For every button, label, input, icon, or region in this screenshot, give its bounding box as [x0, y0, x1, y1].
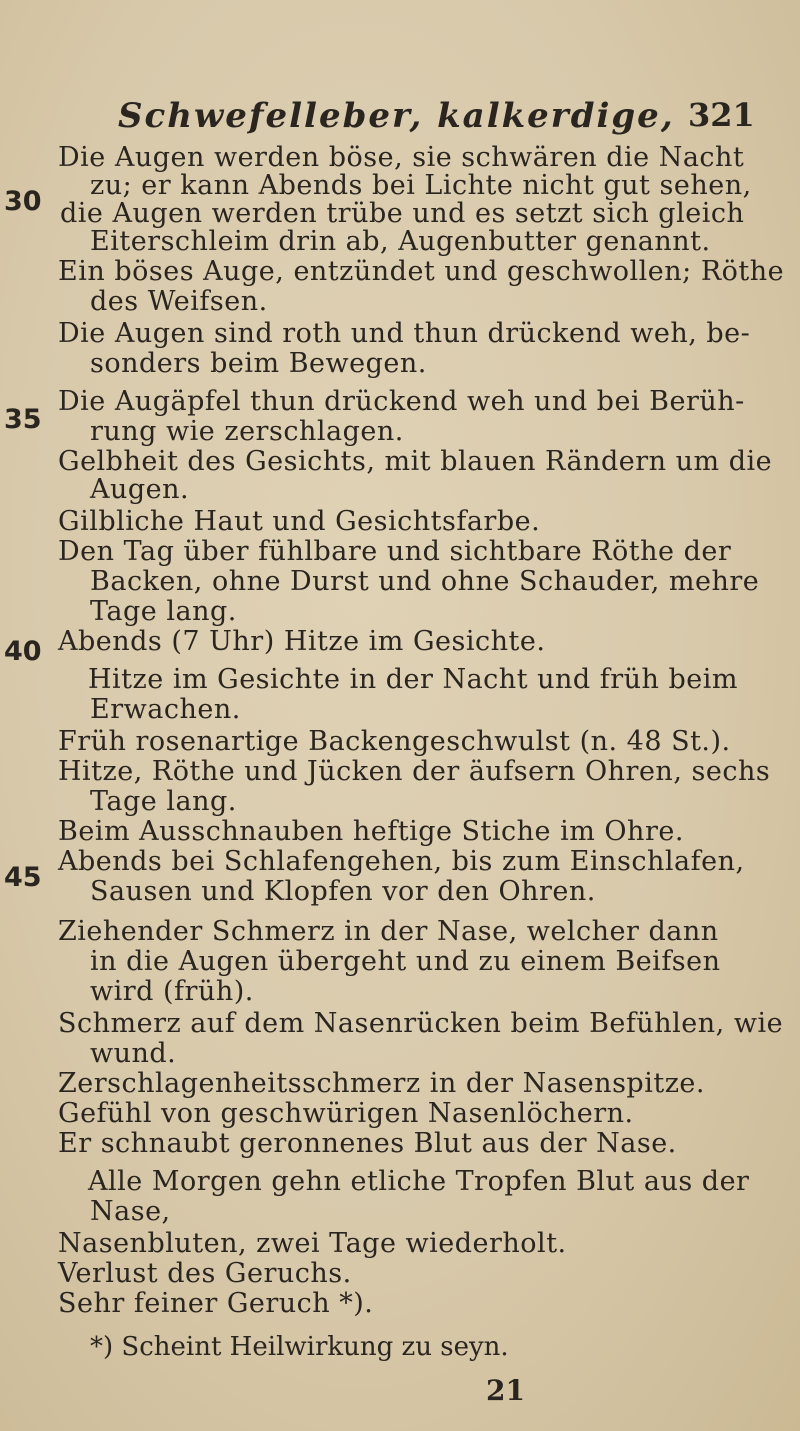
text-line: Abends bei Schlafengehen, bis zum Einschlafen,	[58, 846, 745, 877]
text-line: die Augen werden trübe und es setzt sich gleich	[60, 198, 745, 229]
line-number: 30	[4, 186, 42, 217]
page-number: 321	[688, 96, 755, 134]
text-line: Sehr feiner Geruch *).	[58, 1288, 374, 1319]
text-line: wund.	[90, 1038, 177, 1069]
text-line: Hitze im Gesichte in der Nacht und früh beim	[88, 664, 739, 695]
text-line: Beim Ausschnauben heftige Stiche im Ohre.	[58, 816, 684, 847]
line-number: 35	[4, 404, 42, 435]
footnote: *) Scheint Heilwirkung zu seyn.	[90, 1332, 509, 1362]
text-line: Alle Morgen gehn etliche Tropfen Blut aus der	[88, 1166, 750, 1197]
text-line: Die Augen sind roth und thun drückend weh, be-	[58, 318, 751, 349]
text-line: Gelbheit des Gesichts, mit blauen Rändern um die	[58, 446, 773, 477]
text-line: Tage lang.	[90, 786, 237, 817]
text-line: Erwachen.	[90, 694, 241, 725]
text-line: Ziehender Schmerz in der Nase, welcher dann	[58, 916, 719, 947]
text-line: Zerschlagenheitsschmerz in der Nasenspitze.	[58, 1068, 705, 1099]
running-head: Schwefelleber, kalkerdige,	[118, 96, 675, 136]
text-line: Backen, ohne Durst und ohne Schauder, mehre	[90, 566, 760, 597]
text-line: sonders beim Bewegen.	[90, 348, 427, 379]
text-line: des Weifsen.	[90, 286, 268, 317]
line-number: 40	[4, 636, 42, 667]
text-line: Die Augäpfel thun drückend weh und bei Berüh-	[58, 386, 745, 417]
text-line: Sausen und Klopfen vor den Ohren.	[90, 876, 596, 907]
text-line: Hitze, Röthe und Jücken der äufsern Ohren, sechs	[58, 756, 771, 787]
text-line: Gefühl von geschwürigen Nasenlöchern.	[58, 1098, 634, 1129]
text-line: in die Augen übergeht und zu einem Beifsen	[90, 946, 721, 977]
text-line: Abends (7 Uhr) Hitze im Gesichte.	[58, 626, 546, 657]
text-line: Den Tag über fühlbare und sichtbare Röthe der	[58, 536, 732, 567]
text-line: Verlust des Geruchs.	[58, 1258, 352, 1289]
text-line: Früh rosenartige Backengeschwulst (n. 48 St.).	[58, 726, 731, 757]
text-line: Die Augen werden böse, sie schwären die Nacht	[58, 142, 745, 173]
text-line: Er schnaubt geronnenes Blut aus der Nase.	[58, 1128, 677, 1159]
text-line: rung wie zerschlagen.	[90, 416, 404, 447]
text-line: Nasenbluten, zwei Tage wiederholt.	[58, 1228, 567, 1259]
page-header	[0, 96, 800, 136]
text-line: Ein böses Auge, entzündet und geschwollen; Röthe	[58, 256, 785, 287]
text-line: Schmerz auf dem Nasenrücken beim Befühlen, wie	[58, 1008, 784, 1039]
text-line: Eiterschleim drin ab, Augenbutter genannt.	[90, 226, 711, 257]
text-line: wird (früh).	[90, 976, 254, 1007]
text-line: Tage lang.	[90, 596, 237, 627]
line-number: 45	[4, 862, 42, 893]
text-line: zu; er kann Abends bei Lichte nicht gut sehen,	[90, 170, 752, 201]
text-line: Nase,	[90, 1196, 171, 1227]
text-line: Augen.	[90, 474, 190, 505]
signature-mark: 21	[486, 1374, 525, 1407]
text-line: Gilbliche Haut und Gesichtsfarbe.	[58, 506, 541, 537]
